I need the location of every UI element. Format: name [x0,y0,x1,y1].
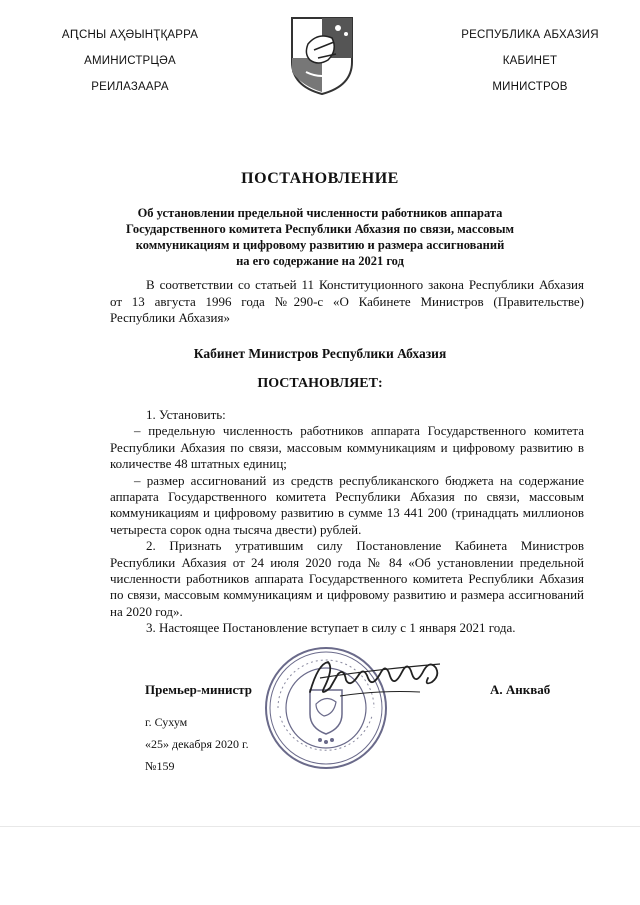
meta-city: г. Сухум [145,715,188,729]
header-right-line-1: РЕСПУБЛИКА АБХАЗИЯ [461,29,599,41]
decree-heading: ПОСТАНОВЛЯЕТ: [257,376,383,391]
clause-3: 3. Настоящее Постановление вступает в силу с 1 января 2021 года. [146,620,516,636]
subtitle-line-3: коммуникациям и цифровому развитию и размера ассигнований [135,238,505,252]
preamble-block [110,277,584,327]
clause-2: 2. Признать утратившим силу Постановление Кабинета Министров Республики Абхазия от 24 июля 2020 года № 84 «Об установлении предельной численности работников аппарата Государственного комитета Республики Абхазия по связи, массовым коммуникациям и цифровому развитию и размера ассигнований на 2020 год». [110,538,584,619]
clause-1-item-b: – размер ассигнований из средств республиканского бюджета на содержание аппарата Государственного комитета Республики Абхазия по связи, массовым коммуникациям и цифровому развитию в сумме 13 441 200 (тринадцать миллионов четыреста сорок одна тысяча двести) рублей. [110,472,584,537]
meta-number: №159 [145,759,175,773]
subtitle-line-4: на его содержание на 2021 год [236,254,404,268]
document-subtitle [100,205,540,269]
document-meta [145,711,249,777]
signatory-name: А. Анкваб [490,682,551,697]
preamble-text: В соответствии со статьей 11 Конституционного закона Республики Абхазия от 13 августа 1996 года №290-с «О Кабинете Министров (Правительстве) Республики Абхазия» [110,277,584,325]
header-left-block [40,22,220,100]
document-title: ПОСТАНОВЛЕНИЕ [241,170,399,187]
header-left-line-2: АМИНИСТРЦӘА [84,55,176,67]
header-right-block [440,22,620,100]
meta-date: «25» декабря 2020 г. [145,737,249,751]
subtitle-line-1: Об установлении предельной численности работников аппарата [137,206,503,220]
handwritten-signature [300,648,450,708]
clause-1-heading: 1. Установить: [146,407,226,422]
signatory-position: Премьер-министр [145,682,253,697]
clauses-block [110,407,584,637]
authority-heading: Кабинет Министров Республики Абхазия [193,346,447,361]
header-right-line-3: МИНИСТРОВ [492,81,568,93]
header-left-line-3: РЕИЛАЗААРА [91,81,169,93]
header-right-line-2: КАБИНЕТ [502,55,558,67]
header-left-line-1: АԤСНЫ АҲӘЫНҬҚАРРА [61,29,199,41]
subtitle-line-2: Государственного комитета Республики Абхазия по связи, массовым [126,222,514,236]
page-edge-line [0,826,640,827]
clause-1-item-a: – предельную численность работников аппарата Государственного комитета Республики Абхазия по связи, массовым коммуникациям и цифровому развитию в количестве 48 штатных единиц; [110,423,584,472]
state-emblem-icon [288,14,356,96]
